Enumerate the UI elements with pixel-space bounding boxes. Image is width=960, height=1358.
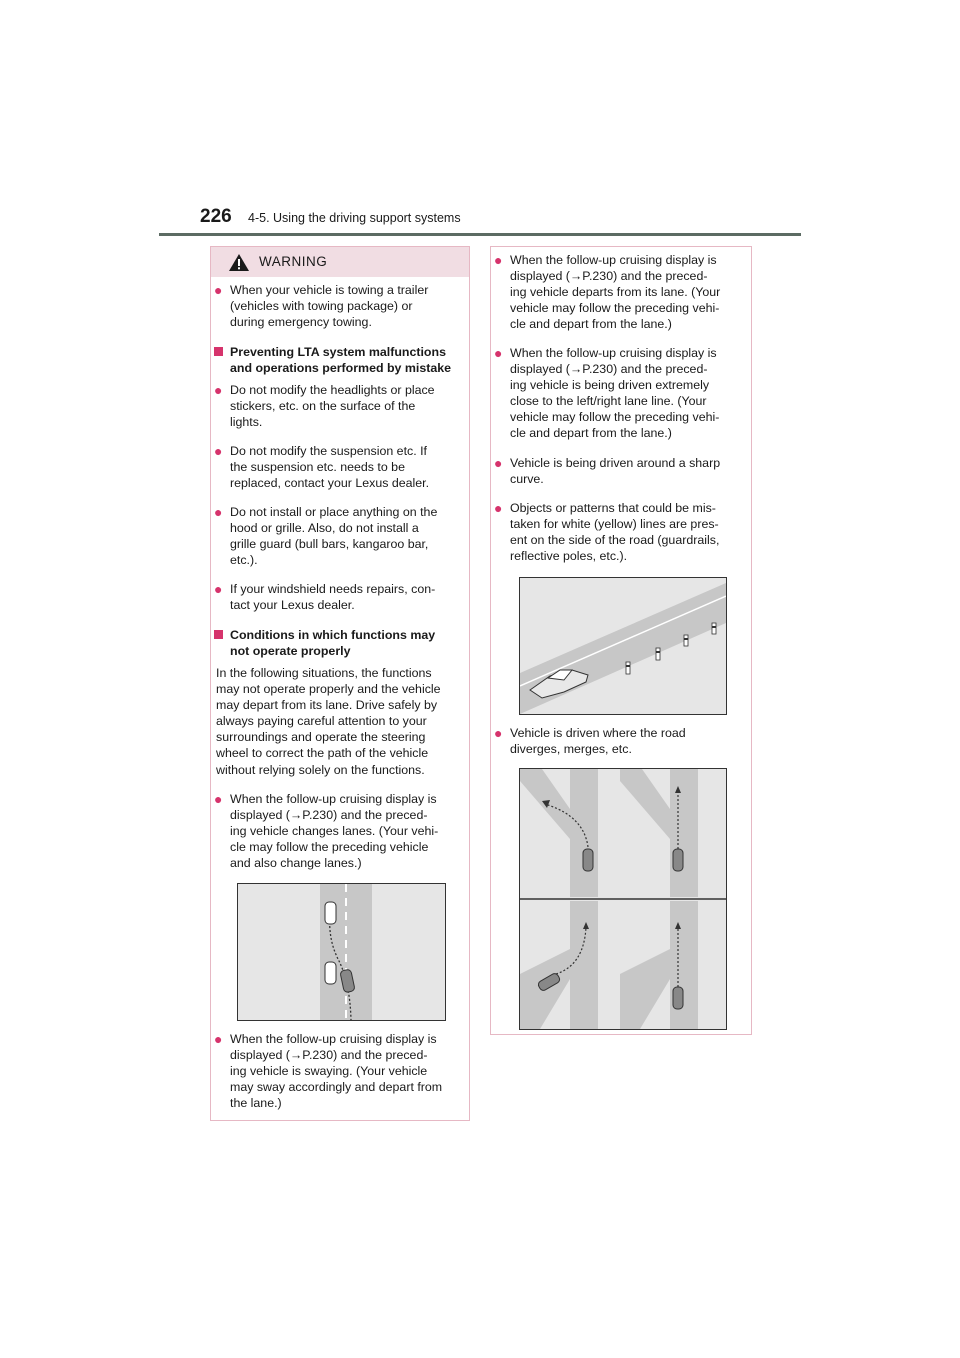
line: Vehicle is driven where the road: [510, 726, 686, 740]
warning-box-left: [210, 246, 470, 1121]
line: diverges, merges, etc.: [510, 742, 632, 757]
bullet-icon: ●: [214, 443, 223, 459]
bullet-icon: ●: [214, 1031, 223, 1047]
line: during emergency towing.: [230, 315, 372, 330]
page-number: 226: [200, 206, 232, 227]
lane-change-illustration: [237, 883, 446, 1021]
line: may not operate properly and the vehicle: [216, 682, 441, 697]
line: When the follow-up cruising display is: [230, 792, 437, 806]
line: Preventing LTA system malfunctions: [230, 345, 446, 359]
line: Vehicle is being driven around a sharp: [510, 456, 721, 470]
line: always paying careful attention to your: [216, 714, 427, 729]
warning-box-right: [490, 246, 752, 1035]
bullet-item-hood-grille: [211, 504, 469, 568]
line: Conditions in which functions may: [230, 628, 436, 642]
bullet-icon: ●: [214, 504, 223, 520]
line: Objects or patterns that could be mis-: [510, 501, 716, 515]
warning-triangle-icon: [228, 253, 250, 272]
reflective-poles-illustration: [519, 577, 727, 715]
line: not operate properly: [230, 644, 351, 659]
line: When the follow-up cruising display is: [510, 253, 717, 267]
line: grille guard (bull bars, kangaroo bar,: [230, 537, 429, 552]
square-bullet-icon: [214, 630, 223, 639]
bullet-icon: ●: [494, 455, 503, 471]
bullet-icon: ●: [214, 581, 223, 597]
line: When the follow-up cruising display is: [510, 346, 717, 360]
line: wheel to correct the path of the vehicle: [216, 746, 429, 761]
section-title: 4-5. Using the driving support systems: [248, 211, 461, 225]
line: cle may follow the preceding vehicle: [230, 840, 429, 855]
line: hood or grille. Also, do not install a: [230, 521, 419, 536]
warning-header: [211, 247, 469, 277]
line: displayed (→P.230) and the preced-: [230, 1048, 428, 1063]
line: When your vehicle is towing a trailer: [230, 283, 429, 297]
line: In the following situations, the functions: [216, 666, 432, 680]
bullet-icon: ●: [494, 500, 503, 516]
line: and operations performed by mistake: [230, 361, 452, 376]
bullet-item-diverges: [491, 725, 751, 757]
line: ing vehicle is swaying. (Your vehicle: [230, 1064, 428, 1079]
line: the lane.): [230, 1096, 282, 1111]
line: without relying solely on the functions.: [216, 762, 425, 777]
conditions-paragraph: [211, 665, 469, 778]
bullet-item-patterns: [491, 500, 751, 564]
bullet-icon: ●: [214, 282, 223, 298]
line: may depart from its lane. Drive safely by: [216, 698, 438, 713]
bullet-item-sharp-curve: [491, 455, 751, 487]
bullet-icon: ●: [494, 725, 503, 741]
bullet-icon: ●: [494, 252, 503, 268]
line: If your windshield needs repairs, con-: [230, 582, 436, 596]
line: Do not modify the suspension etc. If: [230, 444, 427, 458]
bullet-item-swaying: [211, 1031, 469, 1111]
line: cle and depart from the lane.): [510, 317, 672, 332]
line: cle and depart from the lane.): [510, 426, 672, 441]
line: ing vehicle is being driven extremely: [510, 378, 710, 393]
header-rule: [159, 233, 801, 236]
bullet-item-headlights: [211, 382, 469, 430]
line: lights.: [230, 415, 263, 430]
bullet-item-suspension: [211, 443, 469, 491]
subheading-conditions: [211, 627, 469, 659]
line: ing vehicle changes lanes. (Your vehi-: [230, 824, 439, 839]
line: vehicle may follow the preceding vehi-: [510, 301, 720, 316]
line: Do not install or place anything on the: [230, 505, 438, 519]
line: taken for white (yellow) lines are pres-: [510, 517, 719, 532]
line: vehicle may follow the preceding vehi-: [510, 410, 720, 425]
bullet-icon: ●: [214, 791, 223, 807]
line: replaced, contact your Lexus dealer.: [230, 476, 430, 491]
line: etc.).: [230, 553, 258, 568]
diverge-merge-illustration: [519, 768, 727, 1030]
bullet-item-close-to-line: [491, 345, 751, 442]
line: displayed (→P.230) and the preced-: [510, 362, 708, 377]
bullet-item-windshield: [211, 581, 469, 613]
line: displayed (→P.230) and the preced-: [230, 808, 428, 823]
warning-label: WARNING: [259, 254, 328, 269]
bullet-icon: ●: [494, 345, 503, 361]
line: close to the left/right lane line. (Your: [510, 394, 707, 409]
line: ent on the side of the road (guardrails,: [510, 533, 720, 548]
line: displayed (→P.230) and the preced-: [510, 269, 708, 284]
line: surroundings and operate the steering: [216, 730, 426, 745]
bullet-item-towing: [211, 282, 469, 330]
line: reflective poles, etc.).: [510, 549, 628, 564]
square-bullet-icon: [214, 347, 223, 356]
line: When the follow-up cruising display is: [230, 1032, 437, 1046]
line: curve.: [510, 472, 544, 487]
line: ing vehicle departs from its lane. (Your: [510, 285, 721, 300]
subheading-preventing-malfunctions: [211, 344, 469, 376]
line: and also change lanes.): [230, 856, 362, 871]
bullet-item-departs-lane: [491, 252, 751, 332]
line: may sway accordingly and depart from: [230, 1080, 443, 1095]
line: the suspension etc. needs to be: [230, 460, 405, 475]
line: stickers, etc. on the surface of the: [230, 399, 416, 414]
bullet-item-changes-lanes: [211, 791, 469, 871]
line: (vehicles with towing package) or: [230, 299, 413, 314]
line: Do not modify the headlights or place: [230, 383, 435, 397]
bullet-icon: ●: [214, 382, 223, 398]
line: tact your Lexus dealer.: [230, 598, 355, 613]
